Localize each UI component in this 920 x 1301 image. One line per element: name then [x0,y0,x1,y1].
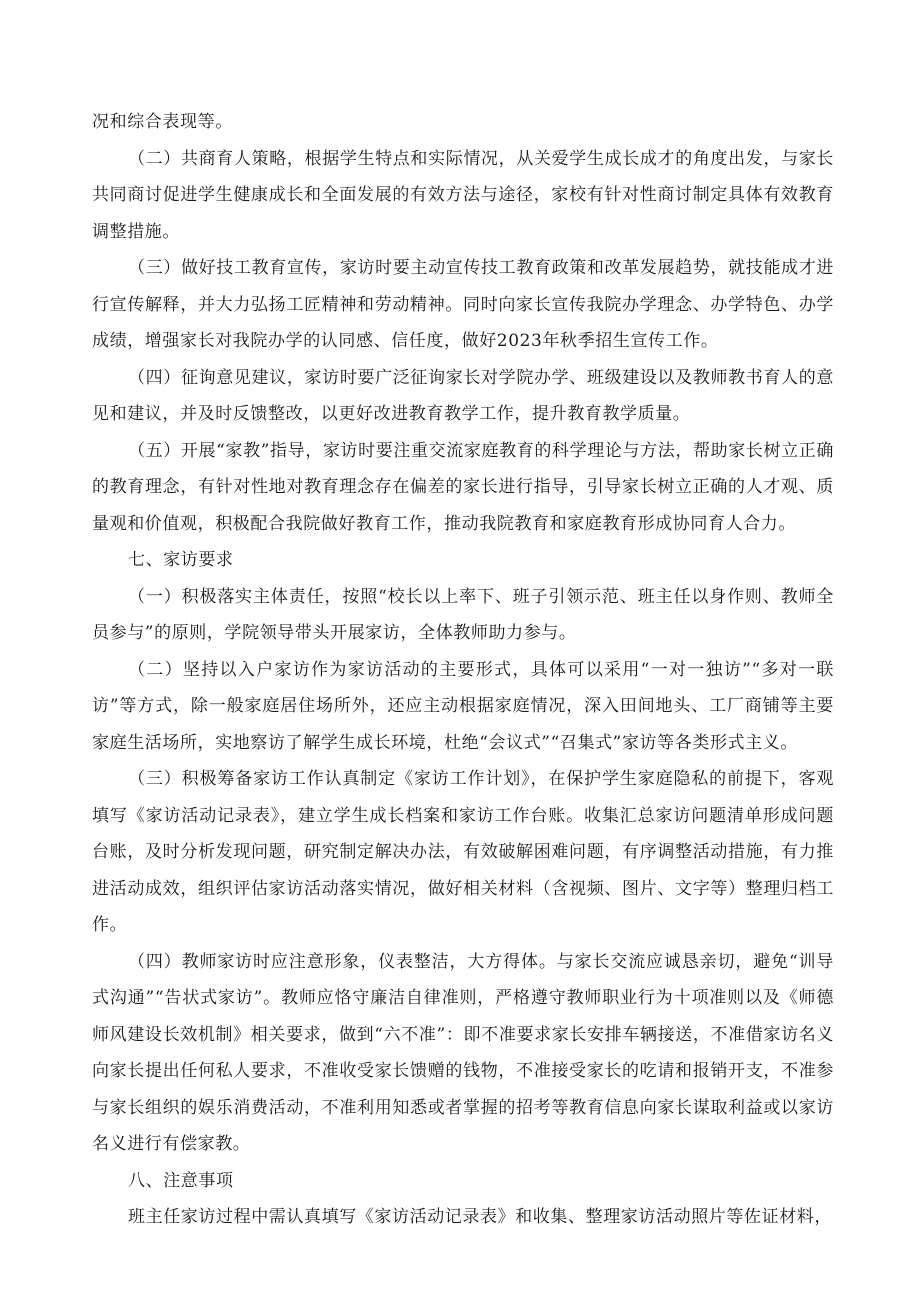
paragraph-intro-tail: 况和综合表现等。 [92,112,233,132]
paragraph-s7-item-3: （三）积极筹备家访工作认真制定《家访工作计划》，在保护学生家庭隐私的前提下，客观填写《家访活动记录表》，建立学生成长档案和家访工作台账。收集汇总家访问题清单形成问题台账，及时分析发现问题，研究制定解决办法，有效破解困难问题，有序调整活动措施，有力推进活动成效，组织评估家访活动落实情况，做好相关材料（含视频、图片、文字等）整理归档工作。 [92,769,834,935]
section-8-heading: 八、注意事项 [128,1170,234,1191]
section-7-heading: 七、家访要求 [128,550,234,570]
paragraph-s8-text: 班主任家访过程中需认真填写《家访活动记录表》和收集、整理家访活动照片等佐证材料， [128,1207,832,1227]
paragraph-s6-item-2: （二）共商育人策略，根据学生特点和实际情况，从关爱学生成长成才的角度出发，与家长共同商讨促进学生健康成长和全面发展的有效方法与途径，家校有针对性商讨制定具体有效教育调整措施。 [92,148,834,242]
paragraph-s6-item-4: （四）征询意见建议，家访时要广泛征询家长对学院办学、班级建设以及教师教书育人的意见和建议，并及时反馈整改，以更好改进教育教学工作，提升教育教学质量。 [92,367,834,424]
paragraph-s7-item-1: （一）积极落实主体责任，按照“校长以上率下、班子引领示范、班主任以身作则、教师全员参与”的原则，学院领导带头开展家访，全体教师助力参与。 [92,586,834,643]
paragraph-s6-item-5: （五）开展“家教”指导，家访时要注重交流家庭教育的科学理论与方法，帮助家长树立正确的教育理念，有针对性地对教育理念存在偏差的家长进行指导，引导家长树立正确的人才观、质量观和价值观，积极配合我院做好教育工作，推动我院教育和家庭教育形成协同育人合力。 [92,440,834,534]
paragraph-s7-item-2: （二）坚持以入户家访作为家访活动的主要形式，具体可以采用“一对一独访”“多对一联访”等方式，除一般家庭居住场所外，还应主动根据家庭情况，深入田间地头、工厂商铺等主要家庭生活场所，实地察访了解学生成长环境，杜绝“会议式”“召集式”家访等各类形式主义。 [92,659,834,753]
document-body [92,104,834,1236]
paragraph-s6-item-3: （三）做好技工教育宣传，家访时要主动宣传技工教育政策和改革发展趋势，就技能成才进行宣传解释，并大力弘扬工匠精神和劳动精神。同时向家长宣传我院办学理念、办学特色、办学成绩，增强家长对我院办学的认同感、信任度，做好2023年秋季招生宣传工作。 [92,258,834,351]
paragraph-s7-item-4: （四）教师家访时应注意形象，仪表整洁，大方得体。与家长交流应诚恳亲切，避免“训导式沟通”“告状式家访”。教师应恪守廉洁自律准则，严格遵守教师职业行为十项准则以及《师德师风建设长效机制》相关要求，做到“六不准”：即不准要求家长安排车辆接送，不准借家访名义向家长提出任何私人要求，不准收受家长馈赠的钱物，不准接受家长的吃请和报销开支，不准参与家长组织的娱乐消费活动，不准利用知悉或者掌握的招考等教育信息向家长谋取利益或以家访名义进行有偿家教。 [92,951,834,1154]
